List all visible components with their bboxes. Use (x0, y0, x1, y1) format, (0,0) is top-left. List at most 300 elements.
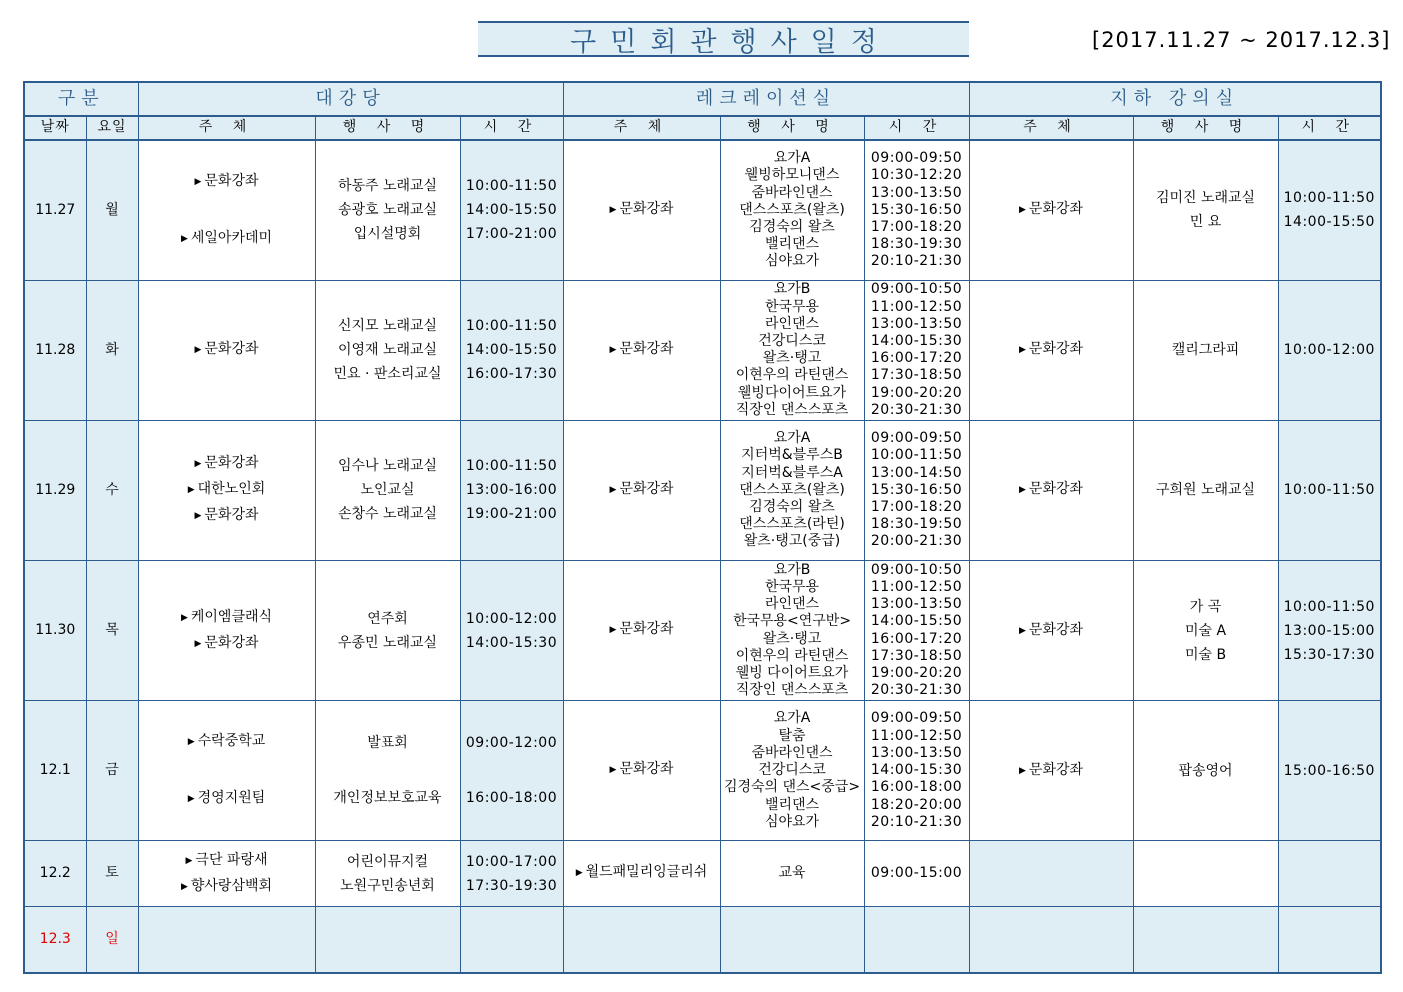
rec-org-list (564, 864, 720, 883)
base-event-list (1134, 478, 1278, 502)
org-name: 문화강좌 (619, 480, 674, 497)
event-name: 요가A (773, 710, 811, 727)
time-range: 13:00-13:50 (870, 596, 963, 613)
event-name: 왈츠·탱고 (762, 630, 822, 647)
hall-time-list (461, 174, 563, 246)
event-name: 노인교실 (360, 482, 415, 499)
hall-time-cell (460, 841, 563, 907)
time-range: 10:30-12:20 (870, 167, 963, 184)
hall-event-cell (315, 841, 460, 907)
event-name: 밸리댄스 (764, 236, 820, 253)
org-name: 극단 파랑새 (195, 851, 268, 868)
time-range: 18:30-19:50 (870, 516, 963, 533)
time-range: 16:00-17:20 (870, 630, 963, 647)
col-header-rec-time: 시 간 (864, 116, 969, 140)
triangle-bullet-icon: ▶ (1019, 205, 1026, 216)
event-name: 연주회 (367, 610, 408, 627)
date-cell: 12.2 (24, 841, 86, 907)
time-range: 17:00-18:20 (870, 498, 963, 515)
base-org-cell (969, 280, 1133, 420)
event-name: 요가A (773, 430, 811, 447)
base-event-list (1134, 759, 1278, 783)
time-range: 19:00-20:20 (870, 664, 963, 681)
day-cell: 일 (86, 907, 138, 973)
org-item (194, 337, 258, 363)
event-name: 구희원 노래교실 (1155, 482, 1256, 499)
hall-org-list (139, 337, 315, 363)
event-name: 요가A (773, 150, 811, 167)
time-range: 17:00-18:20 (870, 218, 963, 235)
col-header-hall-org: 주 체 (138, 116, 315, 140)
rec-event-cell (720, 560, 864, 700)
group-header-recreation: 레크레이션실 (563, 82, 969, 116)
group-header-basement: 지하 강의실 (969, 82, 1381, 116)
time-range: 11:00-12:50 (870, 578, 963, 595)
time-range: 14:00-15:50 (465, 202, 558, 219)
org-name: 문화강좌 (619, 340, 674, 357)
rec-org-list (564, 621, 720, 640)
triangle-bullet-icon: ▶ (1019, 485, 1026, 496)
base-org-list (970, 477, 1133, 503)
rec-time-list (865, 865, 969, 882)
day-cell: 월 (86, 140, 138, 280)
event-name: 요가B (773, 561, 811, 578)
base-time-cell (1278, 907, 1381, 973)
org-name: 문화강좌 (1028, 481, 1084, 498)
triangle-bullet-icon: ▶ (194, 345, 202, 356)
org-item (194, 451, 258, 477)
org-item (610, 341, 674, 360)
org-item (194, 631, 258, 657)
triangle-bullet-icon: ▶ (194, 459, 202, 470)
table-row (24, 907, 1381, 973)
event-name: 한국무용 (764, 298, 820, 315)
event-name: 하동주 노래교실 (337, 178, 438, 195)
schedule-period: [2017.11.27 ~ 2017.12.3] (1092, 28, 1391, 52)
rec-time-cell (864, 841, 969, 907)
day-cell: 수 (86, 420, 138, 560)
triangle-bullet-icon: ▶ (194, 638, 202, 649)
base-org-cell (969, 841, 1133, 907)
org-name: 문화강좌 (204, 341, 259, 358)
event-name: 탈춤 (778, 727, 806, 744)
base-time-list (1279, 186, 1381, 234)
base-event-cell (1133, 560, 1278, 700)
time-range: 10:00-12:00 (465, 610, 558, 627)
rec-event-list (721, 430, 864, 550)
triangle-bullet-icon: ▶ (1019, 625, 1026, 636)
triangle-bullet-icon: ▶ (187, 794, 195, 805)
time-range: 16:00-18:00 (870, 779, 963, 796)
base-time-cell (1278, 420, 1381, 560)
base-time-list (1279, 338, 1381, 362)
time-range: 13:00-13:50 (870, 744, 963, 761)
hall-org-cell (138, 140, 315, 280)
event-name: 개인정보보호교육 (333, 790, 442, 807)
hall-time-list (461, 731, 563, 810)
rec-org-list (564, 761, 720, 780)
org-item (194, 169, 258, 195)
group-header-row (24, 82, 1381, 116)
hall-time-list (461, 454, 563, 526)
org-name: 문화강좌 (619, 620, 674, 637)
event-name: 신지모 노래교실 (337, 318, 438, 335)
event-name: 댄스스포츠(라틴) (739, 516, 845, 533)
event-name: 댄스스포츠(왈츠) (739, 481, 845, 498)
base-time-list (1279, 759, 1381, 783)
col-header-hall-event: 행 사 명 (315, 116, 460, 140)
hall-event-list (316, 174, 460, 246)
org-item (1019, 337, 1083, 363)
col-header-base-time: 시 간 (1278, 116, 1381, 140)
date-cell: 11.27 (24, 140, 86, 280)
time-range: 09:00-10:50 (870, 281, 963, 298)
rec-org-list (564, 341, 720, 360)
org-name: 문화강좌 (204, 507, 259, 524)
event-name: 왈츠·탱고(중급) (743, 533, 841, 550)
table-row (24, 701, 1381, 841)
triangle-bullet-icon: ▶ (187, 485, 195, 496)
triangle-bullet-icon: ▶ (609, 484, 617, 495)
rec-time-cell (864, 280, 969, 420)
time-range: 20:00-21:30 (870, 533, 963, 550)
col-header-day: 요일 (86, 116, 138, 140)
event-name: 라인댄스 (764, 315, 820, 332)
hall-time-list (461, 850, 563, 898)
rec-event-cell (720, 701, 864, 841)
event-name: 라인댄스 (764, 596, 820, 613)
base-time-cell (1278, 560, 1381, 700)
triangle-bullet-icon: ▶ (609, 624, 617, 635)
time-range: 15:30-17:30 (1283, 646, 1375, 663)
time-range: 09:00-15:00 (870, 865, 963, 882)
schedule-body (24, 140, 1381, 973)
event-name: 웰빙 다이어트요가 (735, 664, 849, 681)
event-name: 건강디스코 (758, 762, 826, 779)
hall-org-cell (138, 841, 315, 907)
time-range: 10:00-17:00 (465, 853, 558, 870)
org-item (610, 201, 674, 220)
event-name: 줌바라인댄스 (751, 744, 833, 761)
time-range: 14:00-15:50 (870, 613, 963, 630)
org-item (1019, 758, 1083, 784)
event-name: 웰빙하모니댄스 (744, 167, 840, 184)
org-item (188, 477, 266, 503)
triangle-bullet-icon: ▶ (187, 737, 195, 748)
time-range: 17:30-19:30 (465, 877, 558, 894)
rec-event-cell (720, 140, 864, 280)
table-row (24, 560, 1381, 700)
hall-event-list (316, 850, 460, 898)
rec-time-list (865, 150, 969, 270)
org-item (188, 729, 266, 755)
org-name: 대한노인회 (197, 481, 266, 498)
event-name: 가 곡 (1189, 598, 1222, 615)
event-name: 김미진 노래교실 (1155, 190, 1256, 207)
title-box (478, 21, 969, 57)
day-cell: 금 (86, 701, 138, 841)
triangle-bullet-icon: ▶ (194, 176, 202, 187)
event-name: 민요 · 판소리교실 (333, 366, 442, 383)
col-header-base-event: 행 사 명 (1133, 116, 1278, 140)
hall-org-cell (138, 560, 315, 700)
triangle-bullet-icon: ▶ (185, 855, 193, 866)
org-name: 문화강좌 (1028, 201, 1084, 218)
hall-event-cell (315, 420, 460, 560)
rec-event-list (721, 865, 864, 882)
hall-event-list (316, 607, 460, 655)
time-range: 14:00-15:50 (465, 342, 558, 359)
base-org-list (970, 337, 1133, 363)
hall-time-cell (460, 280, 563, 420)
base-time-cell (1278, 701, 1381, 841)
base-event-cell (1133, 420, 1278, 560)
hall-org-cell (138, 420, 315, 560)
time-range: 14:00-15:30 (465, 634, 558, 651)
time-range: 13:00-14:50 (870, 464, 963, 481)
event-name: 우종민 노래교실 (337, 634, 438, 651)
time-range: 14:00-15:30 (870, 333, 963, 350)
event-name: 직장인 댄스스포츠 (735, 401, 849, 418)
event-name: 미술 B (1184, 646, 1227, 663)
org-item (610, 621, 674, 640)
base-event-cell (1133, 841, 1278, 907)
rec-time-list (865, 710, 969, 830)
org-name: 문화강좌 (619, 200, 674, 217)
event-name: 손창수 노래교실 (337, 506, 438, 523)
time-range: 20:10-21:30 (870, 813, 963, 830)
event-name: 이현우의 라틴댄스 (735, 367, 849, 384)
event-name: 심야요가 (764, 813, 820, 830)
org-item (610, 761, 674, 780)
time-range: 13:00-15:00 (1283, 622, 1375, 639)
time-range: 17:00-21:00 (465, 226, 558, 243)
org-item (188, 786, 266, 812)
rec-org-cell (563, 140, 720, 280)
time-range: 10:00-11:50 (870, 447, 963, 464)
event-name: 웰빙다이어트요가 (737, 384, 847, 401)
org-item (1019, 618, 1083, 644)
triangle-bullet-icon: ▶ (1019, 345, 1026, 356)
event-name: 어린이뮤지컬 (346, 853, 429, 870)
org-item (186, 848, 268, 874)
time-range: 15:30-16:50 (870, 201, 963, 218)
hall-org-list (139, 605, 315, 657)
time-range: 09:00-10:50 (870, 561, 963, 578)
schedule-table (23, 81, 1382, 974)
rec-org-cell (563, 280, 720, 420)
org-item (1019, 197, 1083, 223)
event-name: 왈츠·탱고 (762, 350, 822, 367)
time-range: 16:00-18:00 (465, 790, 558, 807)
table-row (24, 140, 1381, 280)
time-range: 19:00-20:20 (870, 384, 963, 401)
rec-org-cell (563, 560, 720, 700)
time-range: 10:00-11:50 (465, 178, 558, 195)
hall-org-list (139, 169, 315, 252)
event-name: 건강디스코 (758, 333, 826, 350)
date-cell: 11.28 (24, 280, 86, 420)
event-name: 심야요가 (764, 253, 820, 270)
rec-event-list (721, 710, 864, 830)
base-event-cell (1133, 140, 1278, 280)
time-range: 13:00-16:00 (465, 482, 558, 499)
page-title: 구민회관행사일정 (570, 26, 891, 58)
day-cell: 토 (86, 841, 138, 907)
org-name: 경영지원팀 (197, 790, 266, 807)
time-range: 09:00-12:00 (465, 735, 558, 752)
hall-event-list (316, 731, 460, 810)
org-name: 문화강좌 (1028, 621, 1084, 638)
hall-event-list (316, 454, 460, 526)
time-range: 20:10-21:30 (870, 253, 963, 270)
base-org-cell (969, 560, 1133, 700)
rec-event-cell (720, 420, 864, 560)
base-event-list (1134, 595, 1278, 667)
time-range: 13:00-13:50 (870, 315, 963, 332)
col-header-hall-time: 시 간 (460, 116, 563, 140)
time-range: 10:00-11:50 (1283, 190, 1375, 207)
org-item (610, 481, 674, 500)
event-name: 김경숙의 왈츠 (749, 218, 835, 235)
day-cell: 화 (86, 280, 138, 420)
event-name: 이영재 노래교실 (337, 342, 438, 359)
event-name: 캘리그라피 (1171, 342, 1240, 359)
rec-event-cell (720, 280, 864, 420)
rec-time-cell (864, 701, 969, 841)
triangle-bullet-icon: ▶ (609, 204, 617, 215)
time-range: 14:00-15:30 (870, 762, 963, 779)
rec-org-list (564, 201, 720, 220)
time-range: 15:30-16:50 (870, 481, 963, 498)
hall-time-cell (460, 420, 563, 560)
hall-event-list (316, 314, 460, 386)
event-name: 밸리댄스 (764, 796, 820, 813)
event-name: 팝송영어 (1178, 762, 1233, 779)
event-name: 민 요 (1189, 214, 1222, 231)
event-name: 줌바라인댄스 (751, 184, 833, 201)
base-org-cell (969, 907, 1133, 973)
org-name: 향사랑삼백회 (190, 877, 273, 894)
triangle-bullet-icon: ▶ (194, 511, 202, 522)
hall-time-cell (460, 701, 563, 841)
base-org-list (970, 618, 1133, 644)
triangle-bullet-icon: ▶ (609, 765, 617, 776)
hall-time-list (461, 607, 563, 655)
org-item (181, 226, 272, 252)
base-org-cell (969, 140, 1133, 280)
rec-org-cell (563, 841, 720, 907)
time-range: 20:30-21:30 (870, 401, 963, 418)
time-range: 10:00-12:00 (1283, 342, 1375, 359)
org-name: 문화강좌 (1028, 761, 1084, 778)
event-name: 임수나 노래교실 (337, 458, 438, 475)
event-name: 한국무용<연구반> (732, 613, 852, 630)
table-row (24, 420, 1381, 560)
hall-org-cell (138, 701, 315, 841)
time-range: 09:00-09:50 (870, 150, 963, 167)
time-range: 10:00-11:50 (1283, 598, 1375, 615)
day-cell: 목 (86, 560, 138, 700)
rec-time-cell (864, 140, 969, 280)
time-range: 17:30-18:50 (870, 367, 963, 384)
triangle-bullet-icon: ▶ (180, 881, 188, 892)
org-name: 문화강좌 (619, 761, 674, 778)
triangle-bullet-icon: ▶ (1019, 765, 1026, 776)
time-range: 15:00-16:50 (1283, 762, 1375, 779)
time-range: 10:00-11:50 (465, 318, 558, 335)
base-event-cell (1133, 701, 1278, 841)
org-item (576, 864, 708, 883)
rec-time-list (865, 430, 969, 550)
date-cell: 12.3 (24, 907, 86, 973)
org-name: 케이엠클래식 (190, 608, 273, 625)
base-org-cell (969, 701, 1133, 841)
group-header-hall: 대강당 (138, 82, 563, 116)
rec-event-cell (720, 907, 864, 973)
group-header-category: 구분 (24, 82, 138, 116)
org-name: 문화강좌 (204, 634, 259, 651)
org-name: 문화강좌 (204, 455, 259, 472)
event-name: 요가B (773, 281, 811, 298)
hall-event-cell (315, 701, 460, 841)
table-row (24, 841, 1381, 907)
rec-event-list (721, 281, 864, 419)
base-org-list (970, 758, 1133, 784)
time-range: 11:00-12:50 (870, 727, 963, 744)
hall-event-cell (315, 560, 460, 700)
org-item (181, 605, 272, 631)
org-name: 문화강좌 (1028, 341, 1084, 358)
hall-time-list (461, 314, 563, 386)
rec-event-cell (720, 841, 864, 907)
time-range: 10:00-11:50 (1283, 482, 1375, 499)
triangle-bullet-icon: ▶ (180, 233, 188, 244)
rec-org-cell (563, 701, 720, 841)
hall-event-cell (315, 907, 460, 973)
col-header-rec-org: 주 체 (563, 116, 720, 140)
rec-time-cell (864, 907, 969, 973)
time-range: 18:30-19:30 (870, 236, 963, 253)
event-name: 김경숙의 왈츠 (749, 498, 835, 515)
rec-time-cell (864, 420, 969, 560)
event-name: 지터벅&블루스B (741, 447, 843, 464)
rec-org-list (564, 481, 720, 500)
base-time-cell (1278, 280, 1381, 420)
base-time-list (1279, 478, 1381, 502)
event-name: 송광호 노래교실 (337, 202, 438, 219)
hall-time-cell (460, 907, 563, 973)
hall-event-cell (315, 140, 460, 280)
time-range: 10:00-11:50 (465, 458, 558, 475)
hall-org-cell (138, 280, 315, 420)
org-name: 세일아카데미 (190, 229, 273, 246)
base-event-cell (1133, 907, 1278, 973)
event-name: 김경숙의 댄스<중급> (723, 779, 861, 796)
event-name: 지터벅&블루스A (741, 464, 843, 481)
col-header-base-org: 주 체 (969, 116, 1133, 140)
time-range: 18:20-20:00 (870, 796, 963, 813)
rec-time-list (865, 281, 969, 419)
hall-org-list (139, 729, 315, 812)
triangle-bullet-icon: ▶ (180, 612, 188, 623)
time-range: 09:00-09:50 (870, 710, 963, 727)
event-name: 이현우의 라틴댄스 (735, 647, 849, 664)
rec-event-list (721, 150, 864, 270)
org-name: 문화강좌 (204, 172, 259, 189)
org-item (1019, 477, 1083, 503)
rec-time-list (865, 562, 969, 700)
